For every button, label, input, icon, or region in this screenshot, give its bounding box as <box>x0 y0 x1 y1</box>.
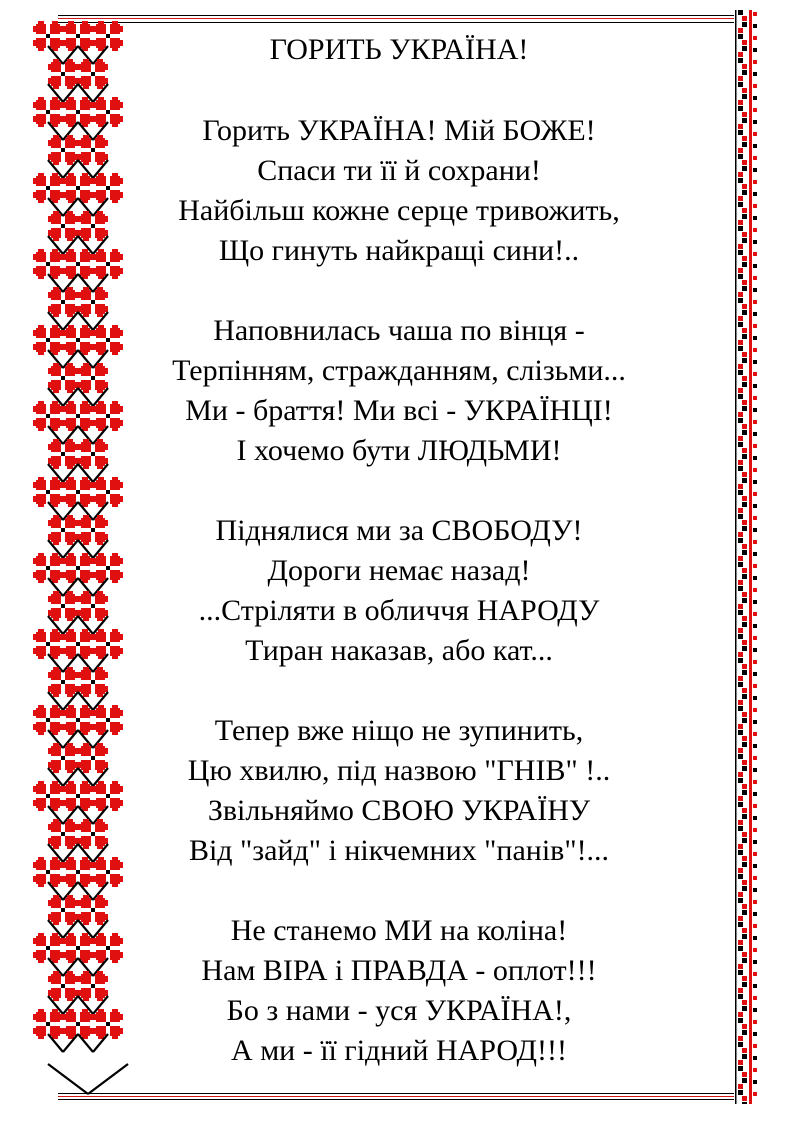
stanza-2 <box>132 311 666 471</box>
stanza-5 <box>132 911 666 1071</box>
poem-line: Не станемо МИ на коліна! <box>230 914 568 947</box>
poem-line: Від "зайд" і нікчемних "панів"!... <box>188 834 610 867</box>
embroidery-border-right <box>734 10 758 1104</box>
poem-line: Нам ВІРА і ПРАВДА - оплот!!! <box>201 954 597 987</box>
poem-line: Спаси ти її й сохрани! <box>257 154 541 187</box>
poem-line: Найбільш кожне серце тривожить, <box>178 194 620 227</box>
poem-line: Що гинуть найкращі сини!.. <box>218 234 580 267</box>
poem <box>132 33 666 1111</box>
poem-line: Наповнилась чаша по вінця - <box>213 314 585 347</box>
stanza-4 <box>132 711 666 871</box>
poem-line: ...Стріляти в обличчя НАРОДУ <box>198 594 600 627</box>
poem-line: Ми - браття! Ми всі - УКРАЇНЦІ! <box>185 394 613 427</box>
poem-line: Піднялися ми за СВОБОДУ! <box>215 514 583 547</box>
poem-line: Звільняймо СВОЮ УКРАЇНУ <box>207 794 591 827</box>
poem-line: А ми - її гідний НАРОД!!! <box>231 1034 567 1067</box>
poem-line: Цю хвилю, під назвою "ГНІВ" !.. <box>187 754 611 787</box>
frame-top-line <box>58 15 738 16</box>
embroidery-ornament-left <box>28 14 132 1100</box>
stanza-3 <box>132 511 666 671</box>
poem-line: Дороги немає назад! <box>267 554 531 587</box>
stanza-1 <box>132 111 666 271</box>
poem-line: Горить УКРАЇНА! Мій БОЖЕ! <box>202 114 596 147</box>
poem-line: Тиран наказав, або кат... <box>245 634 553 667</box>
poem-line: Тепер вже ніщо не зупинить, <box>214 714 584 747</box>
poem-line: Бо з нами - уся УКРАЇНА!, <box>226 994 572 1027</box>
poem-line: Терпінням, стражданням, слізьми... <box>172 354 626 387</box>
poem-line: І хочемо бути ЛЮДЬМИ! <box>236 434 562 467</box>
poem-title: ГОРИТЬ УКРАЇНА! <box>269 33 529 66</box>
